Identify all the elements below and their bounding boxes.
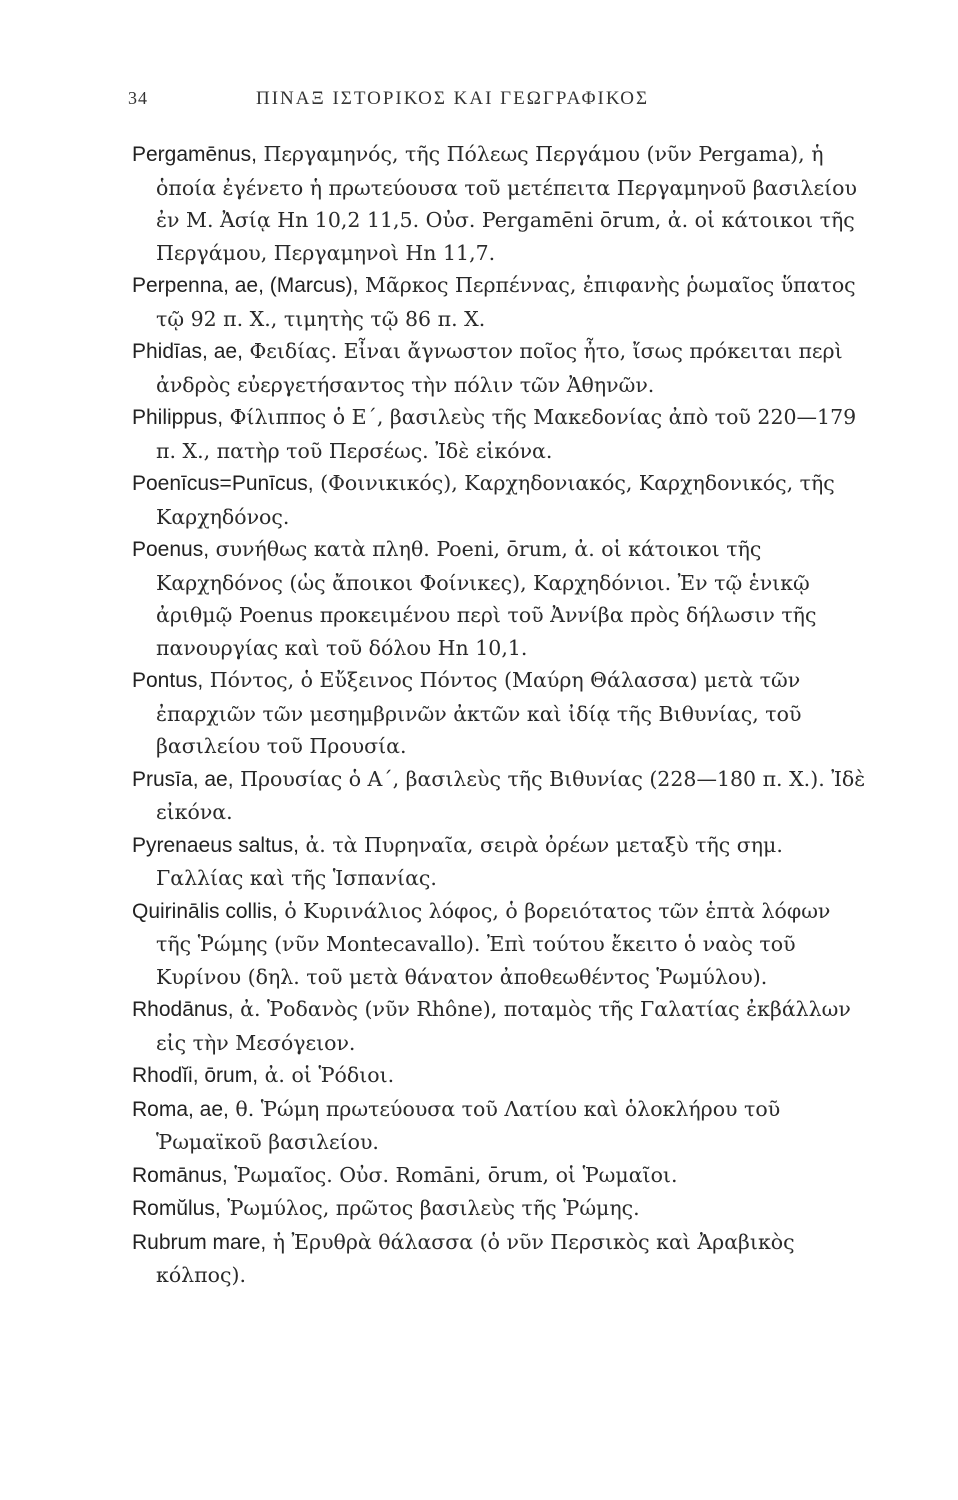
entry-perpenna bbox=[132, 269, 872, 335]
entry-rubrum-mare bbox=[132, 1226, 872, 1292]
page-header bbox=[128, 84, 898, 114]
entry-headword: Philippus, bbox=[132, 406, 224, 429]
entry-prusia bbox=[132, 763, 872, 829]
entry-headword: Quirinālis collis, bbox=[132, 899, 278, 923]
entry-definition: Φειδίας. Εἶναι ἄγνωστον ποῖος ἦτο, ἴσως πρόκειται περὶ ἀνδρὸς εὐεργετήσαντος τὴν πόλιν τῶν Ἀθηνῶν. bbox=[156, 339, 843, 397]
entry-definition: Φίλιππος ὁ Ε΄, βασιλεὺς τῆς Μακεδονίας ἀπὸ τοῦ 220—179 π. Χ., πατὴρ τοῦ Περσέως. Ἰδὲ εἰκόνα. bbox=[156, 405, 857, 463]
entry-headword: Poenīcus=Punīcus, bbox=[132, 472, 314, 495]
entry-headword: Roma, ae, bbox=[132, 1097, 229, 1121]
entry-definition: ἡ Ἐρυθρὰ θάλασσα (ὁ νῦν Περσικὸς καὶ Ἀραβικὸς κόλπος). bbox=[156, 1229, 795, 1287]
entry-headword: Poenus, bbox=[132, 538, 210, 561]
entry-pontus bbox=[132, 664, 872, 763]
entry-definition: ὁ Κυρινάλιος λόφος, ὁ βορειότατος τῶν ἑπτὰ λόφων τῆς Ῥώμης (νῦν Montecavallo). Ἐπὶ τούτου ἔκειτο ὁ ναὸς τοῦ Κυρίνου (δηλ. τοῦ μετὰ θάνατον ἀποθεωθέντος Ῥωμύλου). bbox=[156, 898, 831, 989]
entry-definition: (Φοινικικός), Καρχηδονιακός, Καρχηδονικός, τῆς Καρχηδόνος. bbox=[156, 471, 835, 529]
entry-definition: Ῥωμαῖος. Οὐσ. Romāni, ōrum, οἱ Ῥωμαῖοι. bbox=[234, 1162, 678, 1187]
running-title: ΠΙΝΑΞ ΙΣΤΟΡΙΚΟΣ ΚΑΙ ΓΕΩΓΡΑΦΙΚΟΣ bbox=[256, 88, 650, 109]
entry-definition: Περγαμηνός, τῆς Πόλεως Περγάμου (νῦν Pergama), ἡ ὁποία ἐγένετο ἡ πρωτεύουσα τοῦ μετέπειτα Περγαμηνοῦ βασιλείου ἐν Μ. Ἀσίᾳ Ηn 10,2 11,5. Οὐσ. Pergamēni ōrum, ἀ. οἱ κάτοικοι τῆς Περγάμου, Περγαμηνοὶ Ηn 11,7. bbox=[156, 142, 857, 265]
entry-headword: Rhodĭi, ōrum, bbox=[132, 1064, 259, 1087]
entry-pergamenus bbox=[132, 138, 872, 269]
entry-definition: Πόντος, ὁ Εὔξεινος Πόντος (Μαύρη Θάλασσα) μετὰ τῶν ἐπαρχιῶν τῶν μεσημβρινῶν ἀκτῶν καὶ ἰδίᾳ τῆς Βιθυνίας, τοῦ βασιλείου τοῦ Προυσία. bbox=[156, 668, 802, 758]
entry-headword: Phidīas, ae, bbox=[132, 340, 243, 363]
entry-roma bbox=[132, 1093, 872, 1159]
entry-definition: Ῥωμύλος, πρῶτος βασιλεὺς τῆς Ῥώμης. bbox=[227, 1196, 640, 1220]
entry-poenicus bbox=[132, 467, 872, 533]
entry-romanus bbox=[132, 1159, 872, 1193]
entry-headword: Rhodānus, bbox=[132, 998, 234, 1021]
entry-headword: Perpenna, ae, (Marcus), bbox=[132, 274, 359, 297]
entry-definition: Προυσίας ὁ Α΄, βασιλεὺς τῆς Βιθυνίας (228—180 π. Χ.). Ἰδὲ εἰκόνα. bbox=[156, 766, 866, 824]
entry-pyrenaeus bbox=[132, 829, 872, 895]
entry-rhodii bbox=[132, 1059, 872, 1093]
entry-rhodanus bbox=[132, 993, 872, 1059]
entry-definition: ἀ. Ῥοδανὸς (νῦν Rhône), ποταμὸς τῆς Γαλατίας ἐκβάλλων εἰς τὴν Μεσόγειον. bbox=[156, 997, 851, 1055]
entry-headword: Prusīa, ae, bbox=[132, 767, 234, 791]
entry-headword: Romānus, bbox=[132, 1163, 228, 1187]
entry-definition: ἀ. οἱ Ῥόδιοι. bbox=[264, 1063, 395, 1087]
entry-definition: Μᾶρκος Περπέννας, ἐπιφανὴς ῥωμαῖος ὕπατος τῷ 92 π. Χ., τιμητὴς τῷ 86 π. Χ. bbox=[156, 273, 856, 331]
entry-phidias bbox=[132, 335, 872, 401]
entry-definition: θ. Ῥώμη πρωτεύουσα τοῦ Λατίου καὶ ὁλοκλήρου τοῦ Ῥωμαϊκοῦ βασιλείου. bbox=[156, 1096, 781, 1154]
entry-headword: Romŭlus, bbox=[132, 1197, 221, 1220]
entry-poenus bbox=[132, 533, 872, 664]
entry-definition: συνήθως κατὰ πληθ. Poeni, ōrum, ἀ. οἱ κάτοικοι τῆς Καρχηδόνος (ὡς ἄποικοι Φοίνικες), Καρχηδόνιοι. Ἐν τῷ ἑνικῷ ἀριθμῷ Poenus προκειμένου περὶ τοῦ Ἀννίβα πρὸς δήλωσιν τῆς πανουργίας καὶ τοῦ δόλου Ηn 10,1. bbox=[156, 537, 817, 660]
entry-headword: Pyrenaeus saltus, bbox=[132, 833, 299, 857]
entry-headword: Rubrum mare, bbox=[132, 1230, 267, 1254]
glossary-entries bbox=[132, 138, 872, 1292]
entry-definition: ἀ. τὰ Πυρηναῖα, σειρὰ ὀρέων μεταξὺ τῆς σημ. Γαλλίας καὶ τῆς Ἱσπανίας. bbox=[156, 832, 783, 890]
entry-headword: Pontus, bbox=[132, 669, 204, 692]
entry-headword: Pergamēnus, bbox=[132, 143, 257, 166]
entry-romulus bbox=[132, 1192, 872, 1226]
entry-quirinalis bbox=[132, 895, 872, 994]
page-number: 34 bbox=[128, 88, 148, 108]
entry-philippus bbox=[132, 401, 872, 467]
